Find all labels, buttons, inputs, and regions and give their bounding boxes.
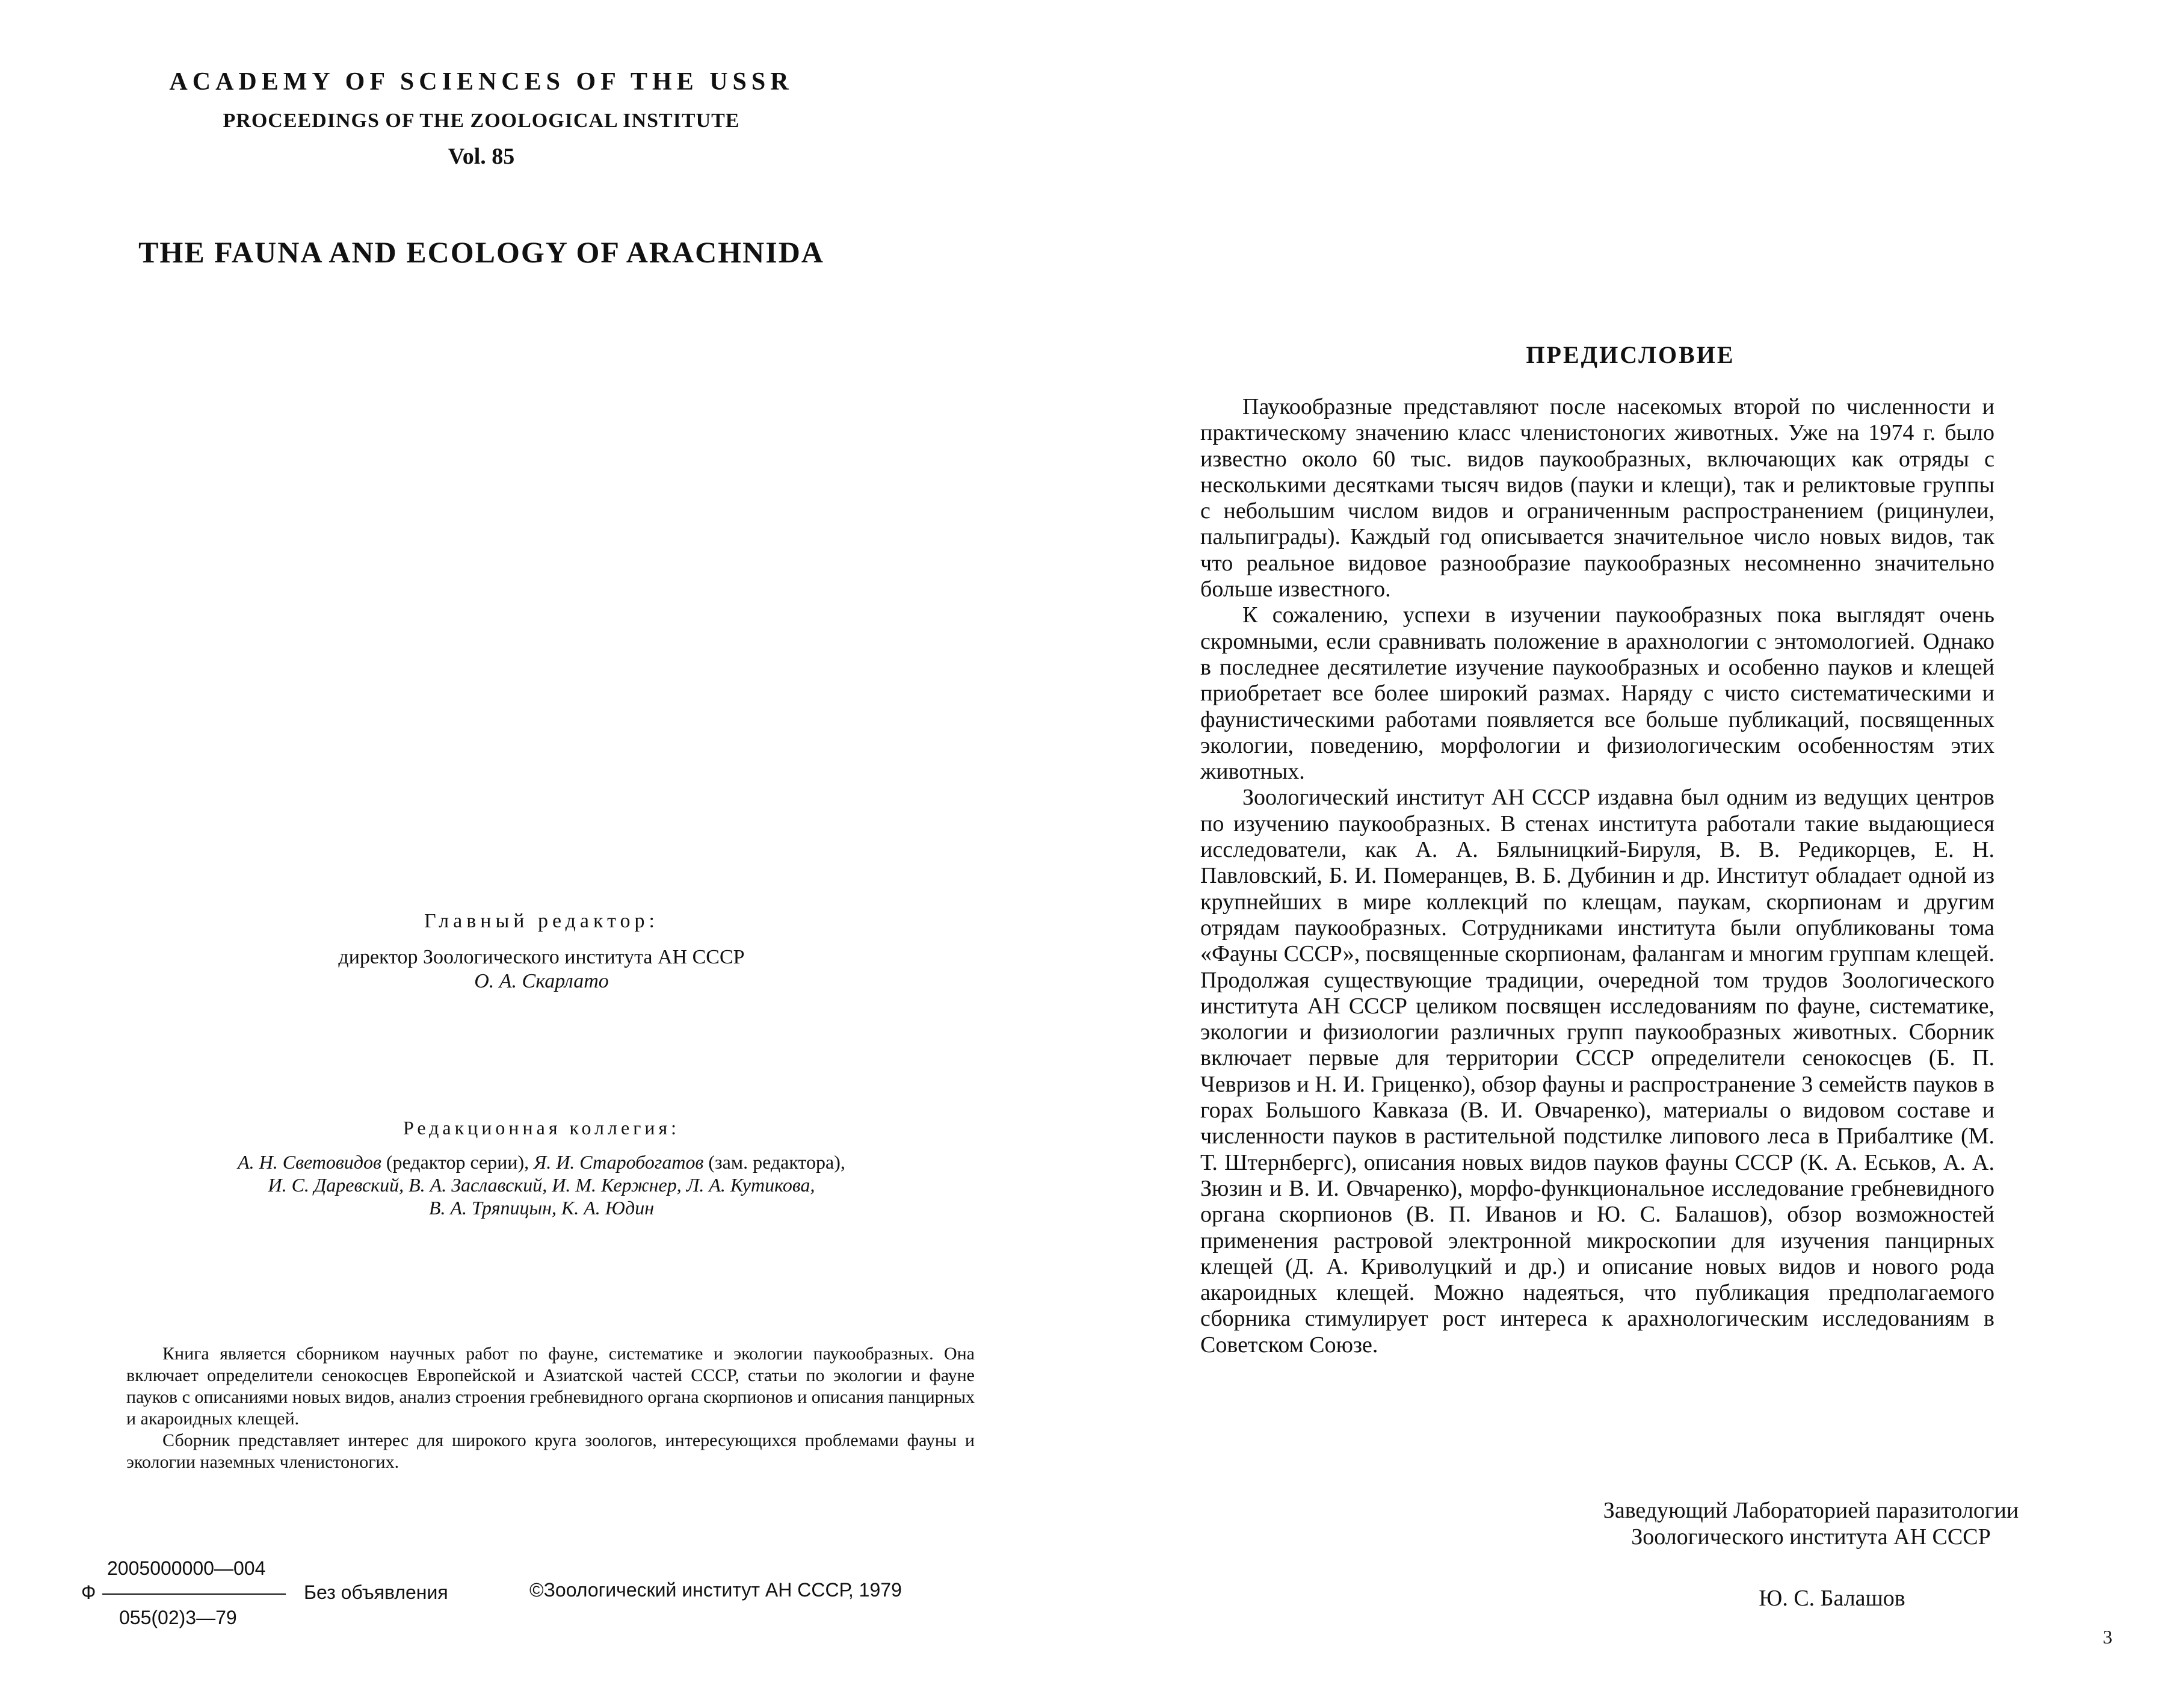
preface-body	[1200, 394, 1994, 1358]
board-member: Я. И. Старобогатов	[534, 1151, 704, 1173]
preface-title: ПРЕДИСЛОВИЕ	[1526, 341, 1735, 368]
board-role: (зам. редактора),	[703, 1151, 845, 1173]
board-line-3	[120, 1196, 963, 1219]
catalog-code-bottom: 055(02)3—79	[119, 1607, 237, 1628]
preface-paragraph: Паукообразные представляют после насекомых второй по численности и практическому значению класс членистоногих животных. Уже на 1974 г. было известно около 60 тыс. видов паукообразных, включающих как отряды с несколькими десятками тысяч видов (пауки и клещи), так и реликтовые группы с небольшим числом видов и ограниченным распространением (рицинулеи, пальпиграды). Каждый год описывается значительное число новых видов, так что реальное видовое разнообразие паукообразных несомненно значительно больше известного.	[1200, 394, 1994, 602]
signature-block	[1513, 1497, 2109, 1550]
academy-heading: ACADEMY OF SCIENCES OF THE USSR	[169, 68, 794, 96]
chief-editor-position: директор Зоологического института АН СССР	[338, 946, 745, 968]
board-line-1	[120, 1151, 963, 1173]
catalog-letter: Ф	[81, 1581, 96, 1603]
book-abstract	[126, 1343, 975, 1473]
volume-number: Vol. 85	[448, 144, 515, 169]
board-role: (редактор серии),	[381, 1151, 534, 1173]
chief-editor-name: О. А. Скарлато	[474, 970, 609, 992]
editorial-board-label: Редакционная коллегия:	[403, 1117, 680, 1139]
catalog-code-top: 2005000000—004	[107, 1557, 266, 1579]
board-members-line: И. С. Даревский, В. А. Заславский, И. М. Кержнер, Л. А. Кутикова,	[268, 1174, 815, 1196]
signature-name: Ю. С. Балашов	[1759, 1586, 1905, 1611]
preface-paragraph: К сожалению, успехи в изучении паукообразных пока выглядят очень скромными, если сравнивать положение в арахнологии с энтомологией. Однако в последнее десятилетие изучение паукообразных и особенно пауков и клещей приобретает все более широкий размах. Наряду с чисто систематическими и фаунистическими работами появляется все больше публикаций, посвященных экологии, поведению, морфологии и физиологическим особенностям этих животных.	[1200, 602, 1994, 785]
board-line-2	[120, 1173, 963, 1196]
board-member: А. Н. Световидов	[238, 1151, 381, 1173]
no-announcement-note: Без объявления	[304, 1581, 448, 1603]
signature-institution: Зоологического института АН СССР	[1631, 1524, 1991, 1550]
chief-editor-label: Главный редактор:	[424, 910, 659, 932]
abstract-paragraph: Сборник представляет интерес для широкого круга зоологов, интересующихся проблемами фауны и экологии наземных членистоногих.	[126, 1430, 975, 1472]
catalog-divider	[102, 1593, 286, 1595]
right-page	[1092, 0, 2184, 1700]
abstract-paragraph: Книга является сборником научных работ по фауне, систематике и экологии паукообразных. Она включает определители сенокосцев Европейской и Азиатской частей СССР, статьи по экологии и фауне пауков с описаниями новых видов, анализ строения гребневидного органа скорпионов и описания панцирных и акароидных клещей.	[126, 1344, 975, 1429]
board-members-line: В. А. Тряпицын, К. А. Юдин	[428, 1197, 655, 1219]
editorial-board-members	[120, 1151, 963, 1219]
copyright-notice: ©Зоологический институт АН СССР, 1979	[529, 1579, 902, 1601]
proceedings-heading: PROCEEDINGS OF THE ZOOLOGICAL INSTITUTE	[223, 110, 740, 132]
book-title: THE FAUNA AND ECOLOGY OF ARACHNIDA	[138, 235, 824, 269]
page-number: 3	[2103, 1626, 2112, 1648]
preface-paragraph: Зоологический институт АН СССР издавна был одним из ведущих центров по изучению паукообразных. В стенах института работали такие выдающиеся исследователи, как А. А. Бялыницкий-Бируля, В. В. Редикорцев, Е. Н. Павловский, Б. И. Померанцев, В. Б. Дубинин и др. Институт обладает одной из крупнейших в мире коллекций по клещам, паукам, скорпионам и другим отрядам паукообразных. Сотрудниками института были опубликованы тома «Фауны СССР», посвященные скорпионам, фалангам и многим группам клещей. Продолжая существующие традиции, очередной том трудов Зоологического института АН СССР целиком посвящен исследованиям по фауне, систематике, экологии и физиологии различных групп паукообразных животных. Сборник включает первые для территории СССР определители сенокосцев (Б. П. Чевризов и Н. И. Гриценко), обзор фауны и распространение 3 семейств пауков в горах Большого Кавказа (В. И. Овчаренко), материалы о видовом составе и численности пауков в растительной подстилке липового леса в Прибалтике (М. Т. Штернбергс), описания новых видов пауков фауны СССР (К. А. Еськов, А. А. Зюзин и В. И. Овчаренко), морфо-функциональное исследование гребневидного органа скорпионов (В. П. Иванов и Ю. С. Балашов), обзор возможностей применения растровой электронной микроскопии для изучения панцирных клещей (Д. А. Криволуцкий и др.) и описание новых видов и нового рода акароидных клещей. Можно надеяться, что публикация предполагаемого сборника стимулирует рост интереса к арахнологическим исследованиям в Советском Союзе.	[1200, 785, 1994, 1358]
signature-position: Заведующий Лабораторией паразитологии	[1603, 1498, 2019, 1523]
